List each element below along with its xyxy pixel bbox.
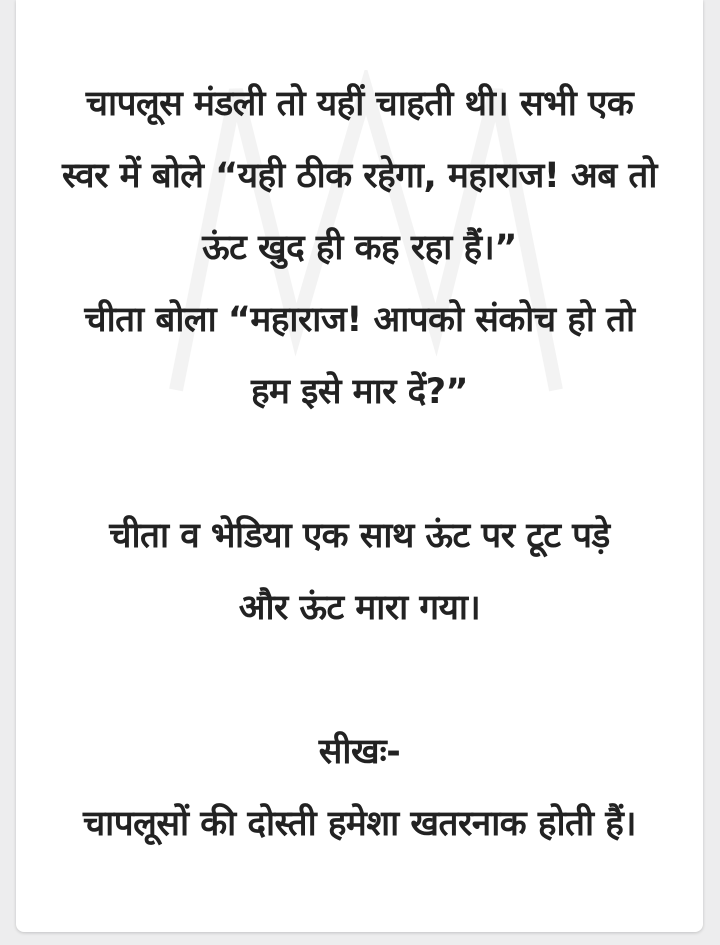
moral-heading: सीखः- (318, 732, 401, 772)
story-line: और ऊंट मारा गया। (238, 588, 481, 628)
paragraph-spacer (16, 644, 703, 716)
paragraph-spacer (16, 428, 703, 500)
story-text (16, 68, 703, 860)
story-line: चीता बोला “महाराज! आपको संकोच हो तो (84, 300, 635, 340)
story-line: ऊंट खुद ही कह रहा हैं।” (202, 228, 517, 268)
story-line: चीता व भेडिया एक साथ ऊंट पर टूट पड़े (109, 516, 610, 556)
story-line: हम इसे मार दें?” (250, 372, 469, 412)
story-line: चापलूस मंडली तो यहीं चाहती थी। सभी एक (85, 84, 634, 124)
moral-text: चापलूसों की दोस्ती हमेशा खतरनाक होती हैं। (82, 804, 637, 844)
story-line: स्वर में बोले “यही ठीक रहेगा, महाराज! अब तो (62, 156, 657, 196)
story-card (16, 0, 703, 932)
